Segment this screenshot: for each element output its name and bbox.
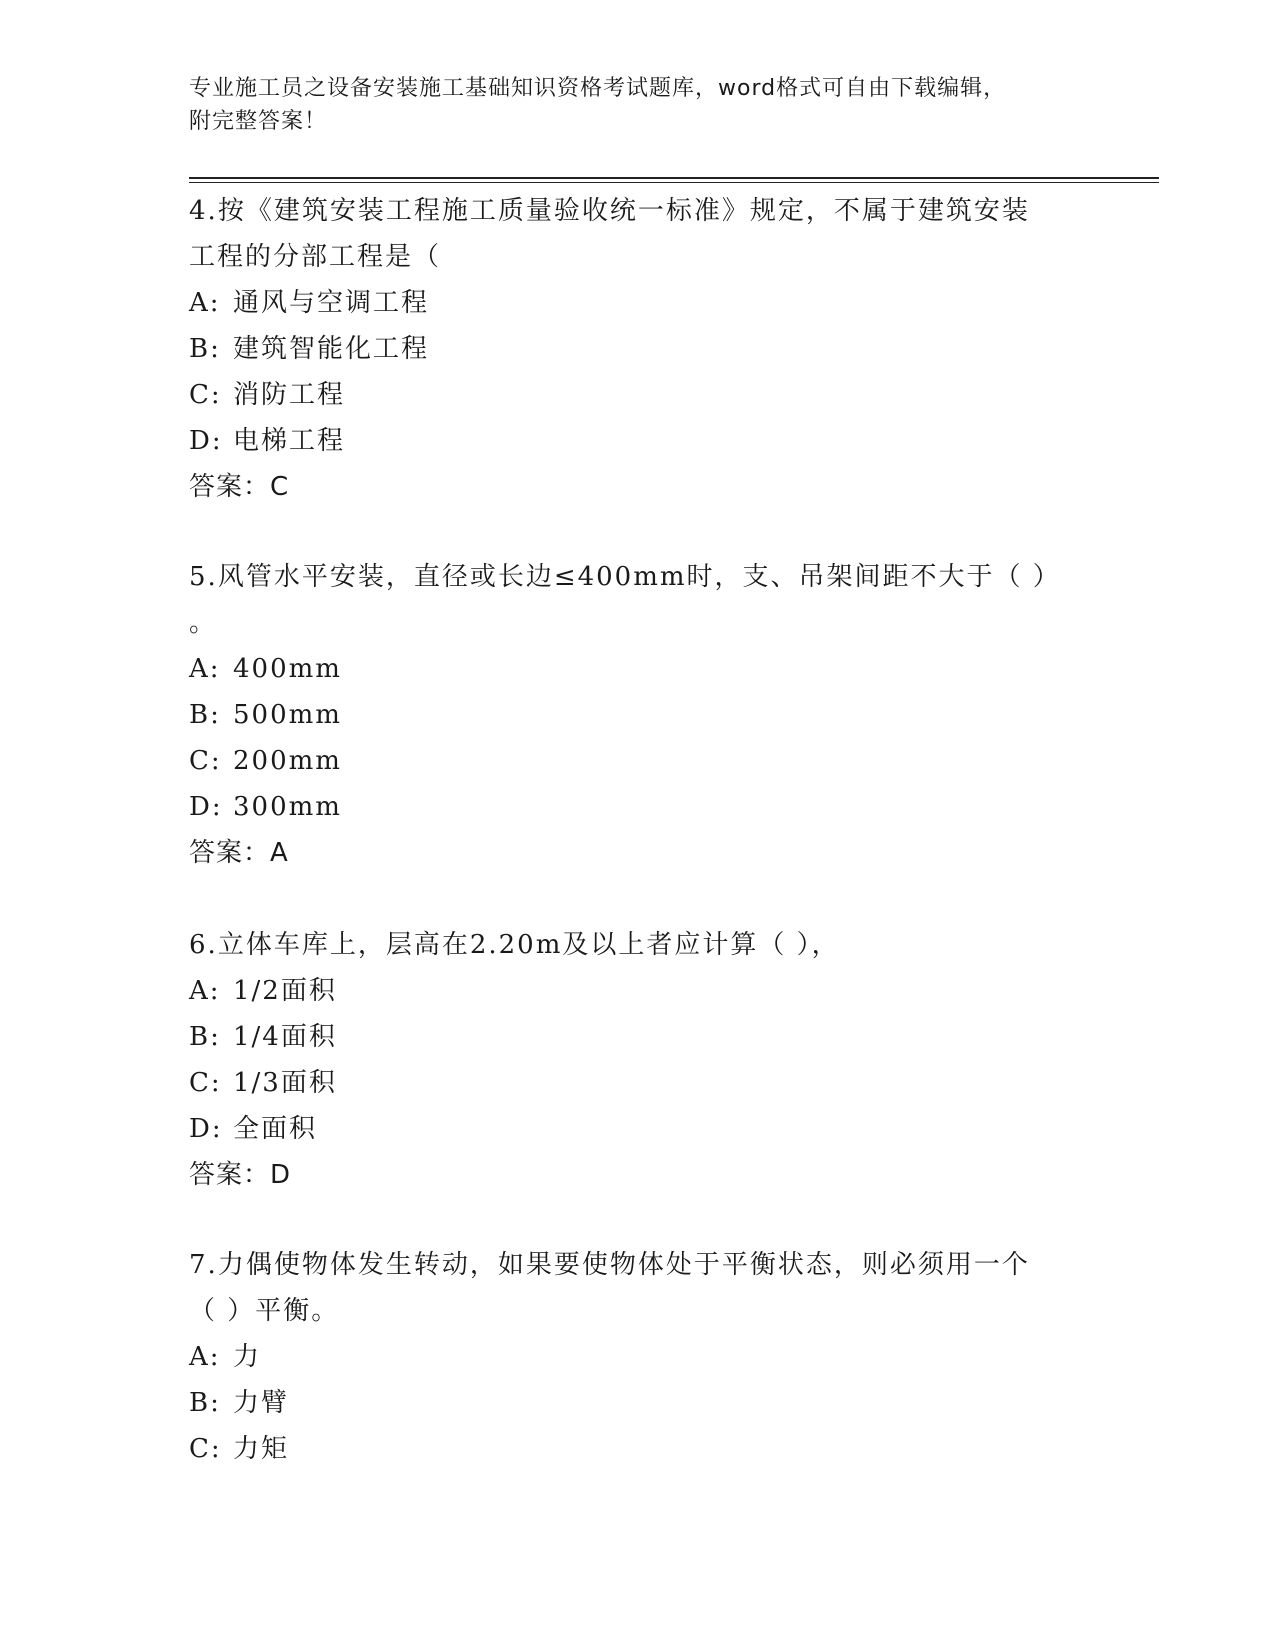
option-a	[189, 1334, 1069, 1380]
option-c	[189, 738, 1069, 784]
option-text: 1/2面积	[233, 976, 337, 1006]
option-text: 全面积	[233, 1114, 318, 1144]
option-letter: B:	[189, 1388, 221, 1418]
question-number: 4.	[189, 196, 218, 226]
option-d	[189, 418, 1069, 464]
question-text	[189, 922, 1069, 968]
option-text: 300mm	[233, 792, 342, 822]
question-7	[189, 1242, 1069, 1472]
option-text: 力臂	[233, 1388, 290, 1418]
option-text: 1/4面积	[233, 1022, 337, 1052]
header-divider-thin	[189, 182, 1159, 183]
option-letter: C:	[189, 746, 222, 776]
question-stem-line-2: 工程的分部工程是（	[189, 242, 442, 272]
option-text: 力	[233, 1342, 262, 1372]
option-text: 消防工程	[233, 380, 346, 410]
header-line-1: 专业施工员之设备安装施工基础知识资格考试题库，word格式可自由下载编辑，	[189, 76, 1007, 101]
option-text: 1/3面积	[233, 1068, 337, 1098]
option-letter: B:	[189, 334, 221, 364]
option-letter: C:	[189, 1434, 222, 1464]
header-line-2: 附完整答案！	[189, 109, 328, 134]
question-number: 7.	[189, 1250, 218, 1280]
question-text	[189, 1242, 1069, 1288]
option-letter: D:	[189, 1114, 223, 1144]
answer-line: 答案：D	[189, 1160, 292, 1190]
option-letter: A:	[189, 288, 221, 318]
option-b	[189, 692, 1069, 738]
question-stem-line-1: 风管水平安装，直径或长边≤400mm时，支、吊架间距不大于（ ）	[217, 562, 1061, 592]
option-a	[189, 968, 1069, 1014]
answer-line: 答案：C	[189, 472, 290, 502]
option-c	[189, 372, 1069, 418]
option-b	[189, 1014, 1069, 1060]
option-text: 通风与空调工程	[233, 288, 430, 318]
option-text: 500mm	[233, 700, 342, 730]
option-letter: B:	[189, 700, 221, 730]
option-text: 电梯工程	[233, 426, 346, 456]
question-number: 6.	[189, 930, 218, 960]
option-letter: B:	[189, 1022, 221, 1052]
option-text: 力矩	[233, 1434, 290, 1464]
question-stem-line-2: 。	[189, 608, 218, 638]
option-letter: C:	[189, 380, 222, 410]
option-c	[189, 1426, 1069, 1472]
header-divider-thick	[189, 177, 1159, 179]
question-5	[189, 554, 1069, 876]
question-stem-line-1: 立体车库上，层高在2.20m及以上者应计算（ ），	[217, 930, 840, 960]
question-text	[189, 188, 1069, 234]
document-header	[189, 72, 1069, 138]
question-stem-line-1: 按《建筑安装工程施工质量验收统一标准》规定，不属于建筑安装	[217, 196, 1030, 226]
option-letter: A:	[189, 654, 221, 684]
option-b	[189, 326, 1069, 372]
question-number: 5.	[189, 562, 218, 592]
question-text	[189, 554, 1069, 600]
option-text: 200mm	[233, 746, 342, 776]
option-letter: C:	[189, 1068, 222, 1098]
option-text: 建筑智能化工程	[233, 334, 430, 364]
option-d	[189, 1106, 1069, 1152]
option-c	[189, 1060, 1069, 1106]
question-4	[189, 188, 1069, 510]
question-6	[189, 922, 1069, 1198]
question-stem-line-1: 力偶使物体发生转动，如果要使物体处于平衡状态，则必须用一个	[217, 1250, 1030, 1280]
question-stem-line-2: （ ）平衡。	[189, 1296, 340, 1326]
option-letter: A:	[189, 976, 221, 1006]
option-letter: A:	[189, 1342, 221, 1372]
option-b	[189, 1380, 1069, 1426]
option-a	[189, 646, 1069, 692]
option-text: 400mm	[233, 654, 342, 684]
option-letter: D:	[189, 792, 223, 822]
option-a	[189, 280, 1069, 326]
option-letter: D:	[189, 426, 223, 456]
option-d	[189, 784, 1069, 830]
answer-line: 答案：A	[189, 838, 289, 868]
